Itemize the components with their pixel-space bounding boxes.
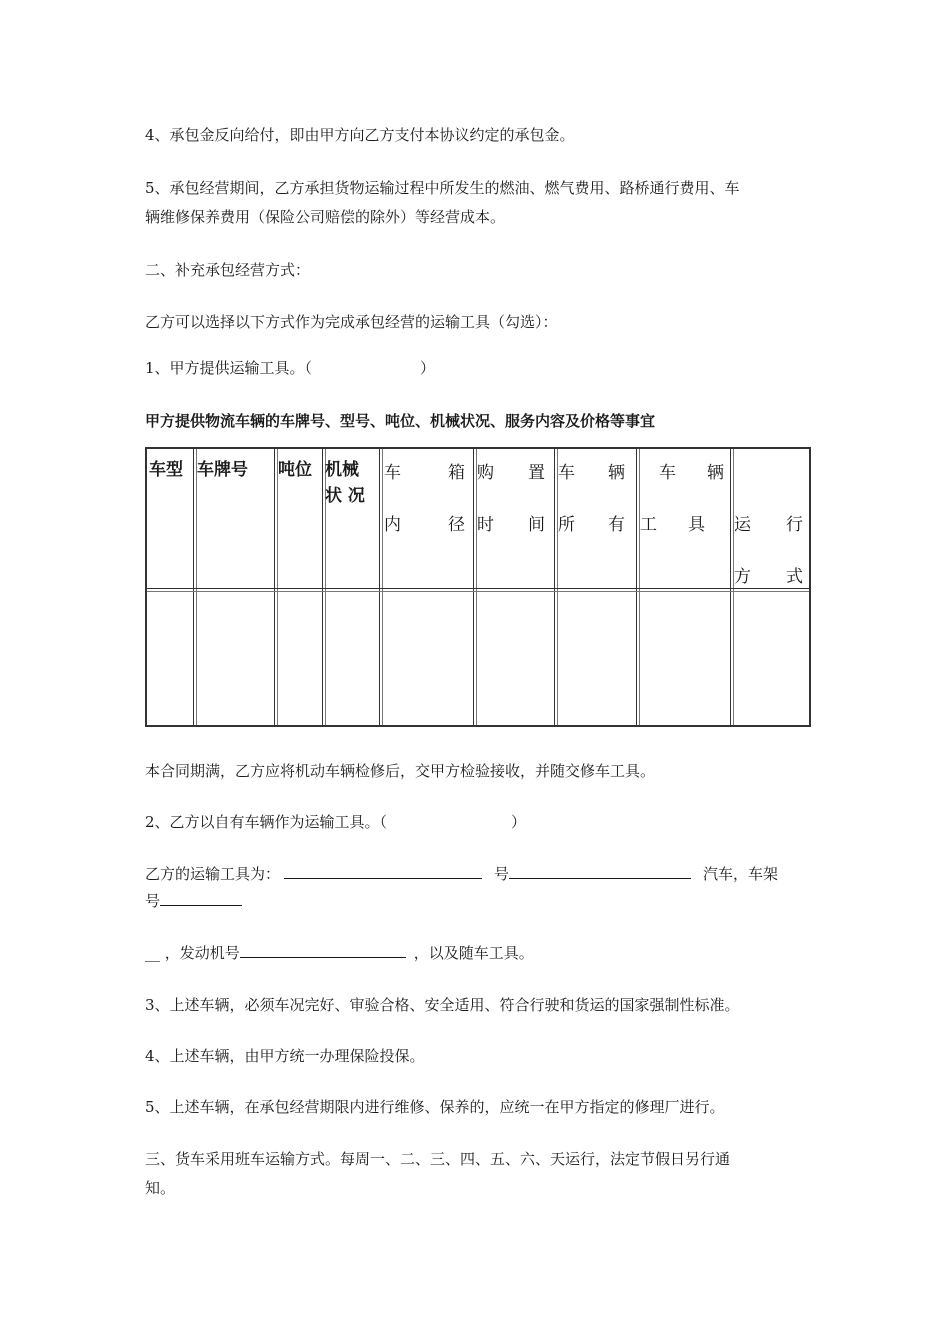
option-1-close-paren: ） xyxy=(420,359,436,377)
header-operation-b1: 方 xyxy=(734,567,751,587)
clause-5-line-2: 辆维修保养费用（保险公司赔偿的除外）等经营成本。 xyxy=(145,208,506,226)
header-mechanical-b: 状 况 xyxy=(325,486,365,506)
header-box-b2: 径 xyxy=(448,515,465,535)
plate-blank[interactable] xyxy=(509,861,691,879)
frame-number-label: 号 xyxy=(145,892,161,910)
header-mechanical-a: 机械 xyxy=(325,460,359,480)
header-tonnage: 吨位 xyxy=(278,460,312,480)
clause-4-payment: 4、承包金反向给付，即由甲方向乙方支付本协议约定的承包金。 xyxy=(145,126,575,144)
section-3-line-2: 知。 xyxy=(145,1179,176,1197)
header-ownership-a1: 车 xyxy=(558,463,575,483)
option-2-close-paren: ） xyxy=(511,813,527,831)
option-2-text: 2、乙方以自有车辆作为运输工具。（ xyxy=(145,813,388,831)
header-tools-a2: 辆 xyxy=(707,463,724,483)
clause-5-line-1: 5、承包经营期间，乙方承担货物运输过程中所发生的燃油、燃气费用、路桥通行费用、车 xyxy=(145,179,740,197)
vehicle-details-line xyxy=(145,860,810,889)
header-box-a2: 箱 xyxy=(448,463,465,483)
vehicle-blank[interactable] xyxy=(284,861,482,879)
header-tools-a1: 车 xyxy=(659,463,676,483)
engine-suffix: ，以及随车工具。 xyxy=(413,944,534,962)
option-1-text: 1、甲方提供运输工具。（ xyxy=(145,359,313,377)
header-operation-a1: 运 xyxy=(734,515,751,535)
header-ownership-a2: 辆 xyxy=(608,463,625,483)
table-caption: 甲方提供物流车辆的车牌号、型号、吨位、机械状况、服务内容及价格等事宜 xyxy=(145,412,656,430)
section-2-intro: 乙方可以选择以下方式作为完成承包经营的运输工具（勾选）： xyxy=(145,313,558,331)
header-plate-number: 车牌号 xyxy=(197,460,248,480)
header-ownership-b2: 有 xyxy=(608,515,625,535)
engine-number-blank[interactable] xyxy=(240,940,406,958)
frame-number-blank[interactable] xyxy=(160,888,242,906)
option-2-line xyxy=(145,808,810,837)
header-ownership-b1: 所 xyxy=(558,515,575,535)
vehicle-label: 乙方的运输工具为： xyxy=(145,865,281,883)
header-box-a1: 车 xyxy=(384,463,401,483)
header-purchase-b1: 时 xyxy=(477,515,494,535)
clause-5-costs xyxy=(145,174,810,232)
engine-number-line xyxy=(145,939,810,968)
contract-expiry-note: 本合同期满，乙方应将机动车辆检修后，交甲方检验接收，并随交修车工具。 xyxy=(145,762,656,780)
frame-number-line xyxy=(145,887,810,916)
header-tools-b2: 具 xyxy=(688,515,705,535)
clause-vehicle-standards: 3、上述车辆，必须车况完好、审验合格、安全适用、符合行驶和货运的国家强制性标准。 xyxy=(145,996,740,1014)
vehicle-info-table xyxy=(145,447,811,727)
section-3-line-1: 三、货车采用班车运输方式。每周一、二、三、四、五、六、天运行，法定节假日另行通 xyxy=(145,1150,731,1168)
header-purchase-a2: 置 xyxy=(528,463,545,483)
engine-number-label: __ ，发动机号 xyxy=(145,944,240,962)
section-2-heading: 二、补充承包经营方式： xyxy=(145,261,311,279)
section-3-schedule xyxy=(145,1145,810,1203)
header-operation-b2: 式 xyxy=(786,567,803,587)
header-purchase-b2: 间 xyxy=(528,515,545,535)
header-vehicle-type: 车型 xyxy=(149,460,183,480)
clause-vehicle-insurance: 4、上述车辆，由甲方统一办理保险投保。 xyxy=(145,1047,425,1065)
header-purchase-a1: 购 xyxy=(477,463,494,483)
clause-vehicle-repair: 5、上述车辆，在承包经营期限内进行维修、保养的，应统一在甲方指定的修理厂进行。 xyxy=(145,1098,725,1116)
frame-label: 汽车，车架 xyxy=(703,865,779,883)
option-1-line xyxy=(145,354,810,383)
header-operation-a2: 行 xyxy=(786,515,803,535)
header-box-b1: 内 xyxy=(384,515,401,535)
plate-label: 号 xyxy=(494,865,510,883)
header-tools-b1: 工 xyxy=(640,515,657,535)
